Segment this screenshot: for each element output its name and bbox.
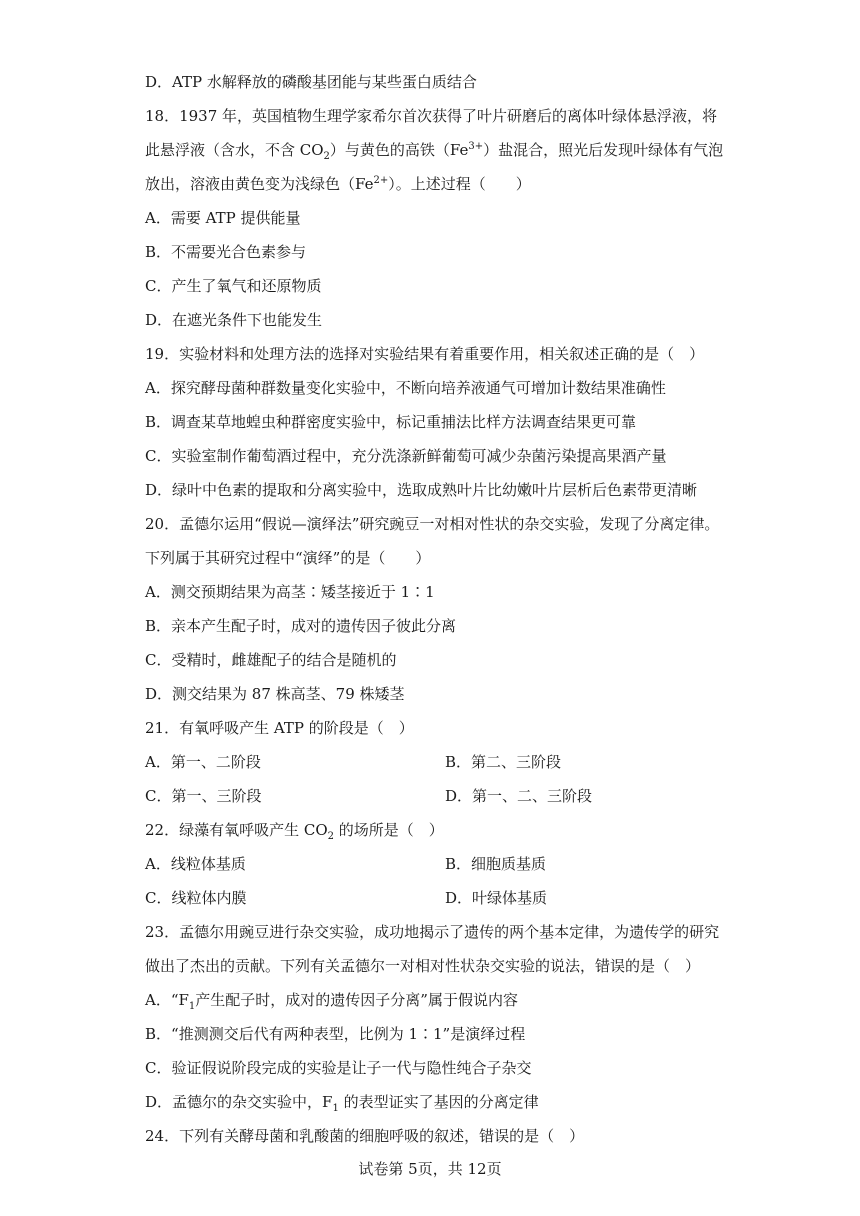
q20-option-a: A．测交预期结果为高茎∶矮茎接近于 1∶1: [145, 583, 435, 601]
q21-option-c: C．第一、三阶段: [145, 787, 262, 805]
q23-option-a: A．“$F_1$产生配子时，成对的遗传因子分离”属于假说内容: [145, 991, 518, 1012]
q18-stem-line-3: 放出，溶液由黄色变为浅绿色$(Fe^{2+})$。上述过程（ ）: [145, 175, 531, 193]
page-footer: 试卷第 5页，共 12页: [358, 1160, 502, 1178]
q21-stem: 21．有氧呼吸产生 ATP 的阶段是（ ）: [145, 719, 414, 737]
q19-option-d: D．绿叶中色素的提取和分离实验中，选取成熟叶片比幼嫩叶片层析后色素带更清晰: [145, 481, 698, 499]
q18-option-a: A．需要 ATP 提供能量: [145, 209, 301, 227]
q19-stem: 19．实验材料和处理方法的选择对实验结果有着重要作用，相关叙述正确的是（ ）: [145, 345, 705, 363]
q22-option-b: B．细胞质基质: [445, 855, 547, 873]
q22-option-c: C．线粒体内膜: [145, 889, 247, 907]
q18-option-b: B．不需要光合色素参与: [145, 243, 307, 261]
q22-option-a: A．线粒体基质: [145, 855, 246, 873]
q23-option-b: B．“推测测交后代有两种表型，比例为 1∶1”是演绎过程: [145, 1025, 526, 1043]
q18-option-d: D．在遮光条件下也能发生: [145, 311, 323, 329]
q18-stem-line-2: 此悬浮液（含水，不含 $CO_2$）与黄色的高铁$(Fe^{3+})$盐混合，照光后发现叶绿体有气泡: [145, 141, 724, 162]
q20-stem-line-2: 下列属于其研究过程中“演绎”的是（ ）: [145, 549, 431, 567]
q20-option-c: C．受精时，雌雄配子的结合是随机的: [145, 651, 397, 669]
q23-option-d: D．孟德尔的杂交实验中，$F_1$ 的表型证实了基因的分离定律: [145, 1093, 539, 1114]
q17-option-d: D．ATP 水解释放的磷酸基团能与某些蛋白质结合: [145, 73, 477, 91]
q21-option-a: A．第一、二阶段: [145, 753, 261, 771]
q22-option-d: D．叶绿体基质: [445, 889, 548, 907]
q18-option-c: C．产生了氧气和还原物质: [145, 277, 322, 295]
q20-stem-line-1: 20．孟德尔运用“假说—演绎法”研究豌豆一对相对性状的杂交实验，发现了分离定律。: [145, 515, 720, 533]
q23-option-c: C．验证假说阶段完成的实验是让子一代与隐性纯合子杂交: [145, 1059, 532, 1077]
q20-option-d: D．测交结果为 87 株高茎、79 株矮茎: [145, 685, 405, 703]
q20-option-b: B．亲本产生配子时，成对的遗传因子彼此分离: [145, 617, 457, 635]
q19-option-c: C．实验室制作葡萄酒过程中，充分洗涤新鲜葡萄可减少杂菌污染提高果酒产量: [145, 447, 667, 465]
q23-stem-line-2: 做出了杰出的贡献。下列有关孟德尔一对相对性状杂交实验的说法，错误的是（ ）: [145, 957, 701, 975]
q19-option-b: B．调查某草地蝗虫种群密度实验中，标记重捕法比样方法调查结果更可靠: [145, 413, 637, 431]
q21-option-b: B．第二、三阶段: [445, 753, 562, 771]
q21-option-d: D．第一、二、三阶段: [445, 787, 593, 805]
q23-stem-line-1: 23．孟德尔用豌豆进行杂交实验，成功地揭示了遗传的两个基本定律，为遗传学的研究: [145, 923, 720, 941]
q18-stem-line-1: 18．1937 年，英国植物生理学家希尔首次获得了叶片研磨后的离体叶绿体悬浮液，将: [145, 107, 718, 125]
q24-stem: 24．下列有关酵母菌和乳酸菌的细胞呼吸的叙述，错误的是（ ）: [145, 1127, 585, 1145]
q22-stem: 22．绿藻有氧呼吸产生 $CO_2$ 的场所是（ ）: [145, 821, 444, 842]
q19-option-a: A．探究酵母菌种群数量变化实验中，不断向培养液通气可增加计数结果准确性: [145, 379, 666, 397]
